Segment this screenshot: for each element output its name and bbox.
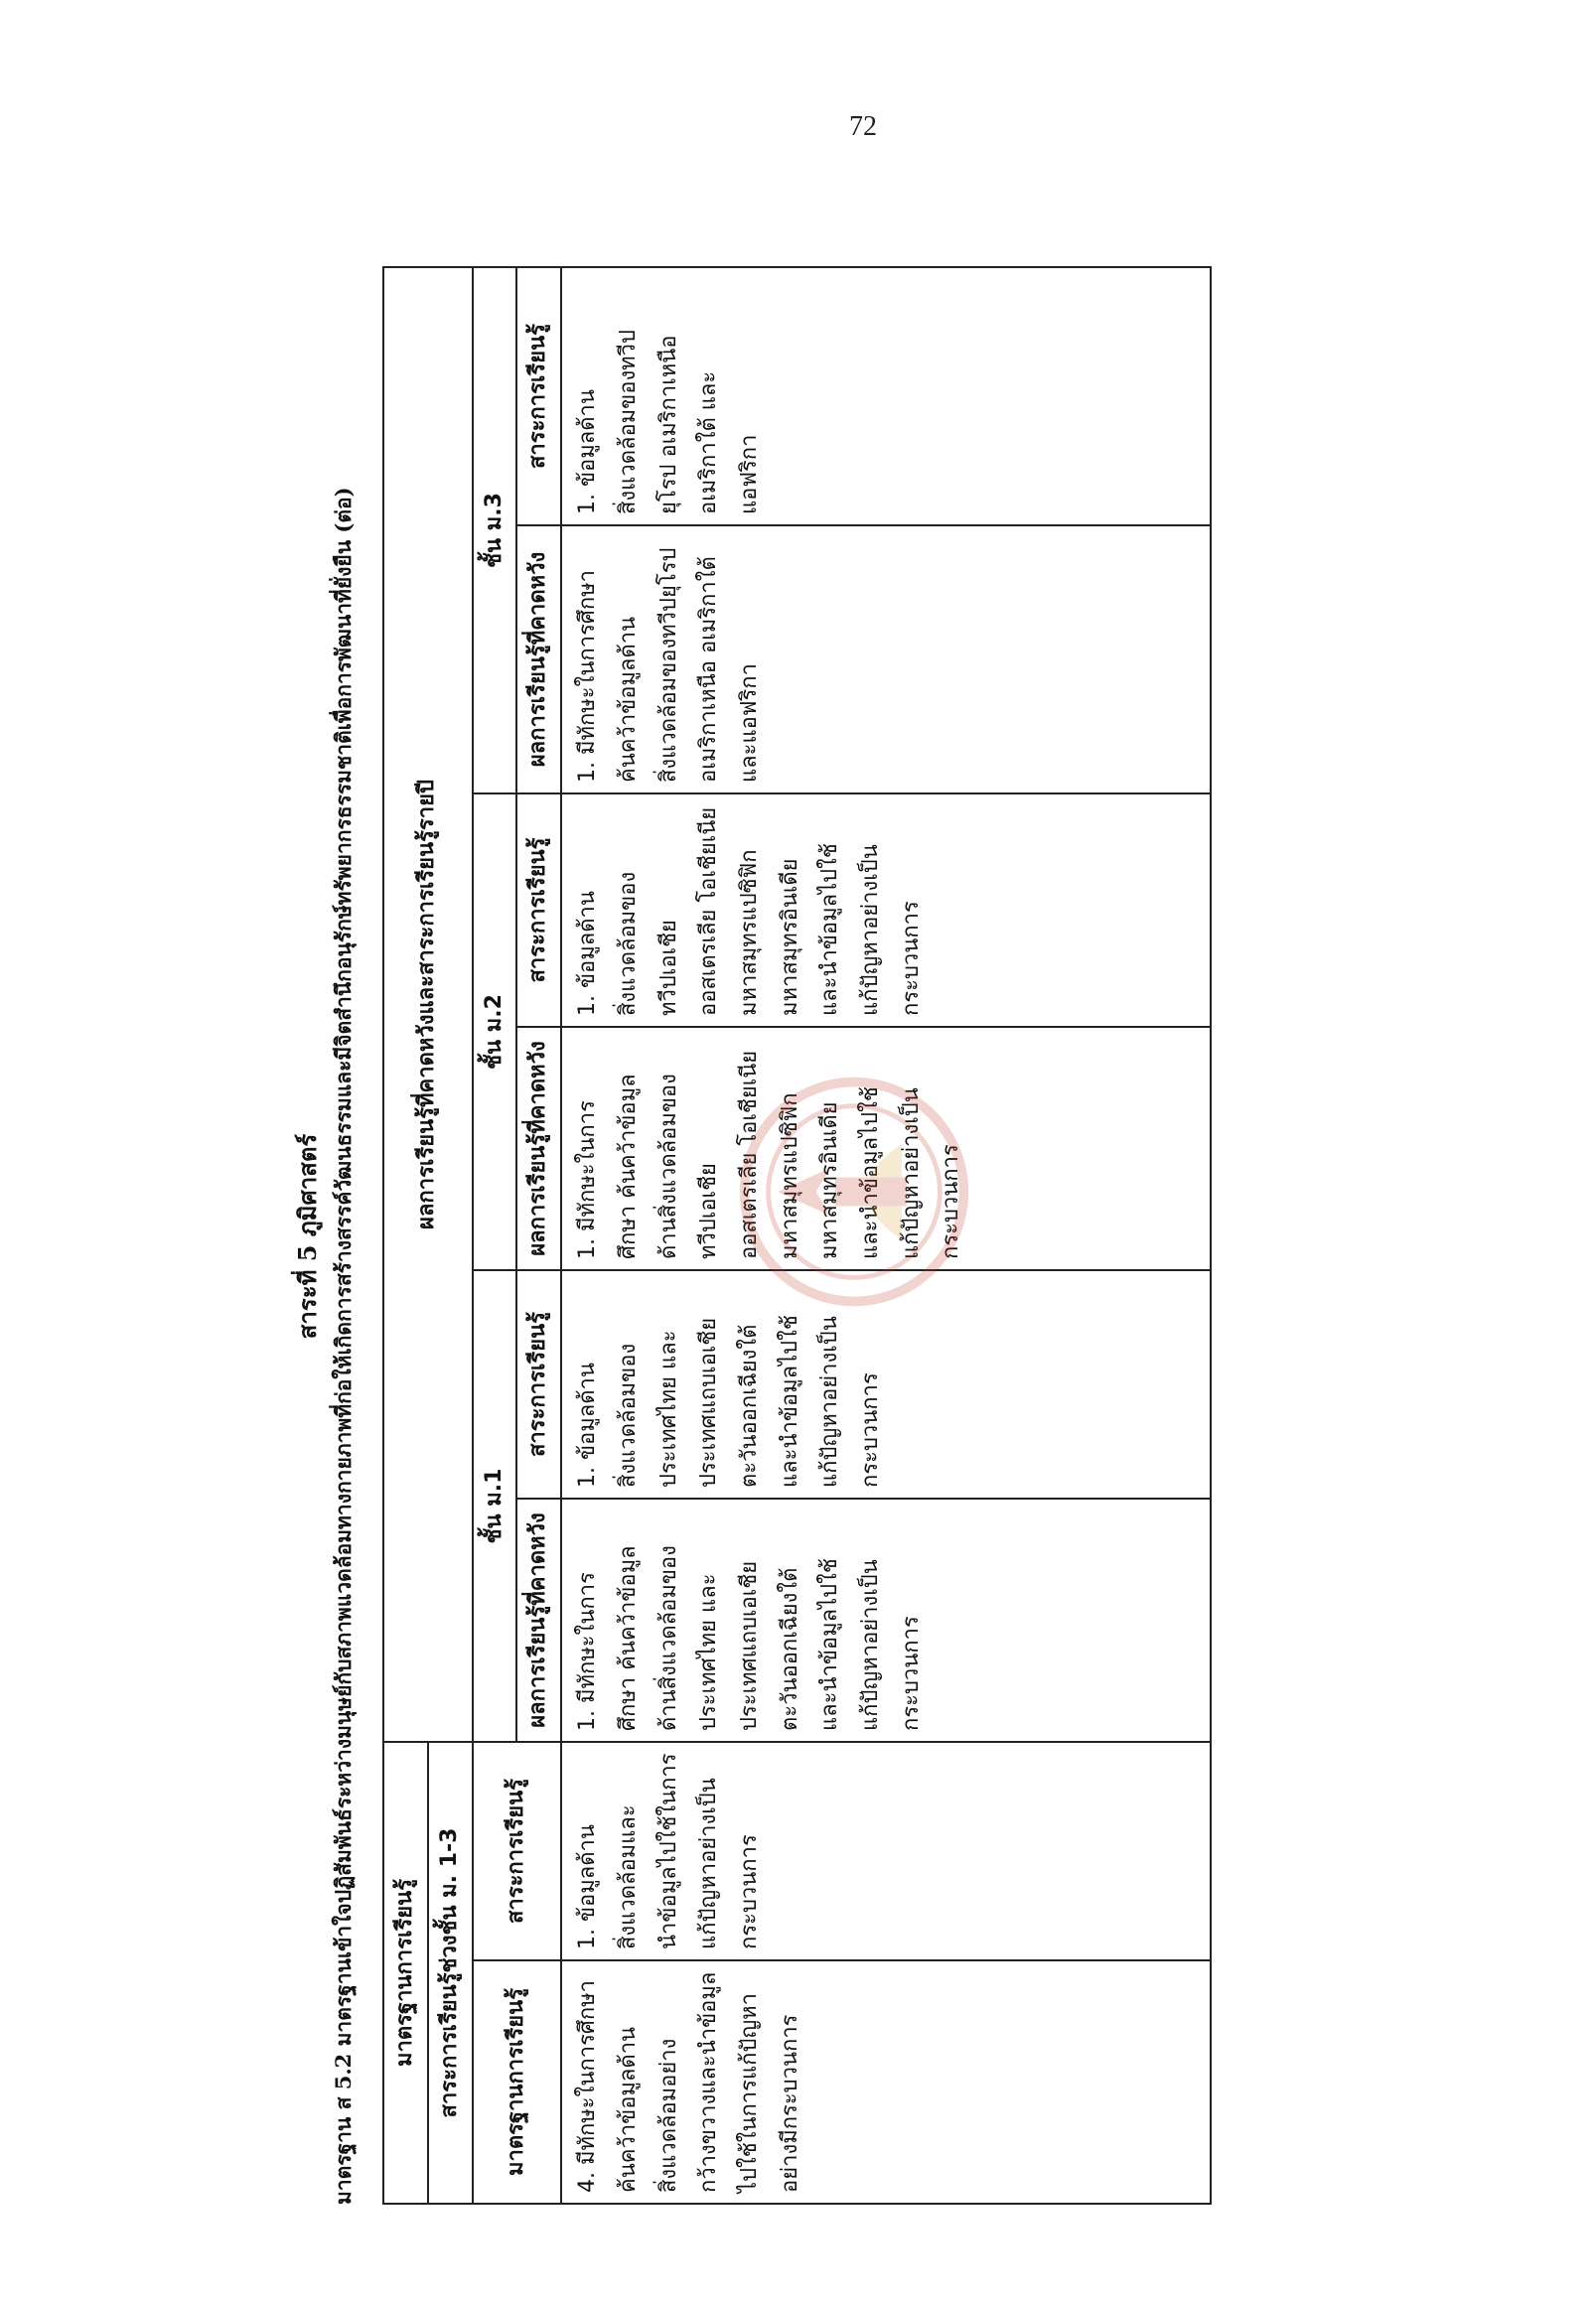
header-m1-content: สาระการเรียนรู้ (516, 1270, 561, 1499)
header-outcome-group: ผลการเรียนรู้ที่คาดหวังและสาระการเรียนรู้รายปี (383, 267, 473, 1742)
cell-m2-content: 1. ข้อมูลด้าน สิ่งแวดล้อมของ ทวีปเอเชีย ออสเตรเลีย โอเชียเนีย มหาสมุทรแปซิฟิก มหาสมุทรอินเดีย และนำข้อมูลไปใช้ แก้ปัญหาอย่างเป็น กระบวนการ (561, 793, 1211, 1027)
strand-title: สาระที่ 5 ภูมิศาสตร์ (293, 1133, 322, 1340)
cell-range-content: 1. ข้อมูลด้าน สิ่งแวดล้อมและ นำข้อมูลไปใช้ในการ แก้ปัญหาอย่างเป็น กระบวนการ (561, 1742, 1211, 1960)
cell-m1-outcome: 1. มีทักษะในการ ศึกษา ค้นคว้าข้อมูล ด้านสิ่งแวดล้อมของ ประเทศไทย และ ประเทศแถบเอเชีย ตะวันออกเฉียงใต้ และนำข้อมูลไปใช้ แก้ปัญหาอย่างเป็น กระบวนการ (561, 1499, 1211, 1742)
page-number: 72 (849, 111, 877, 142)
header-grade-m1: ชั้น ม.1 (473, 1270, 517, 1742)
header-m1-outcome: ผลการเรียนรู้ที่คาดหวัง (516, 1499, 561, 1742)
header-standard-group: มาตรฐานการเรียนรู้ (383, 1742, 428, 2204)
header-m2-outcome: ผลการเรียนรู้ที่คาดหวัง (516, 1027, 561, 1270)
cell-m3-content: 1. ข้อมูลด้าน สิ่งแวดล้อมของทวีป ยุโรป อเมริกาเหนือ อเมริกาใต้ และ แอฟริกา (561, 267, 1211, 525)
cell-m2-outcome: 1. มีทักษะในการ ศึกษา ค้นคว้าข้อมูล ด้านสิ่งแวดล้อมของ ทวีปเอเชีย ออสเตรเลีย โอเชียเนีย มหาสมุทรแปซิฟิก มหาสมุทรอินเดีย และนำข้อมูลไปใช้ แก้ปัญหาอย่างเป็น กระบวนการ (561, 1027, 1211, 1270)
header-grade-m3: ชั้น ม.3 (473, 267, 517, 793)
standard-title: มาตรฐาน ส 5.2 มาตรฐานเข้าใจปฏิสัมพันธ์ระหว่างมนุษย์กับสภาพแวดล้อมทางกายภาพที่ก่อให้เกิดการสร้างสรรค์วัฒนธรรมและมีจิตสำนึกอนุรักษ์ทรัพยากรธรรมชาติเพื่อการพัฒนาที่ยั่งยืน (ต่อ) (331, 487, 356, 2205)
cell-m1-content: 1. ข้อมูลด้าน สิ่งแวดล้อมของ ประเทศไทย และ ประเทศแถบเอเชีย ตะวันออกเฉียงใต้ และนำข้อมูลไปใช้ แก้ปัญหาอย่างเป็น กระบวนการ (561, 1270, 1211, 1499)
header-standard-range: สาระการเรียนรู้ช่วงชั้น ม. 1-3 (428, 1742, 473, 2204)
header-m2-content: สาระการเรียนรู้ (516, 793, 561, 1027)
curriculum-table (382, 266, 1212, 2205)
header-m3-outcome: ผลการเรียนรู้ที่คาดหวัง (516, 525, 561, 793)
header-col-range-content: สาระการเรียนรู้ (473, 1742, 562, 1960)
rotated-page-content (288, 218, 1301, 2205)
header-m3-content: สาระการเรียนรู้ (516, 267, 561, 525)
header-col-standard: มาตรฐานการเรียนรู้ (473, 1960, 562, 2204)
header-grade-m2: ชั้น ม.2 (473, 793, 517, 1270)
table-row (561, 267, 1211, 2204)
cell-standard: 4. มีทักษะในการศึกษา ค้นคว้าข้อมูลด้าน สิ่งแวดล้อมอย่าง กว้างขวางและนำข้อมูล ไปใช้ในการแก้ปัญหา อย่างมีกระบวนการ (561, 1960, 1211, 2204)
cell-m3-outcome: 1. มีทักษะในการศึกษา ค้นคว้าข้อมูลด้าน สิ่งแวดล้อมของทวีปยุโรป อเมริกาเหนือ อเมริกาใต้ และแอฟริกา (561, 525, 1211, 793)
